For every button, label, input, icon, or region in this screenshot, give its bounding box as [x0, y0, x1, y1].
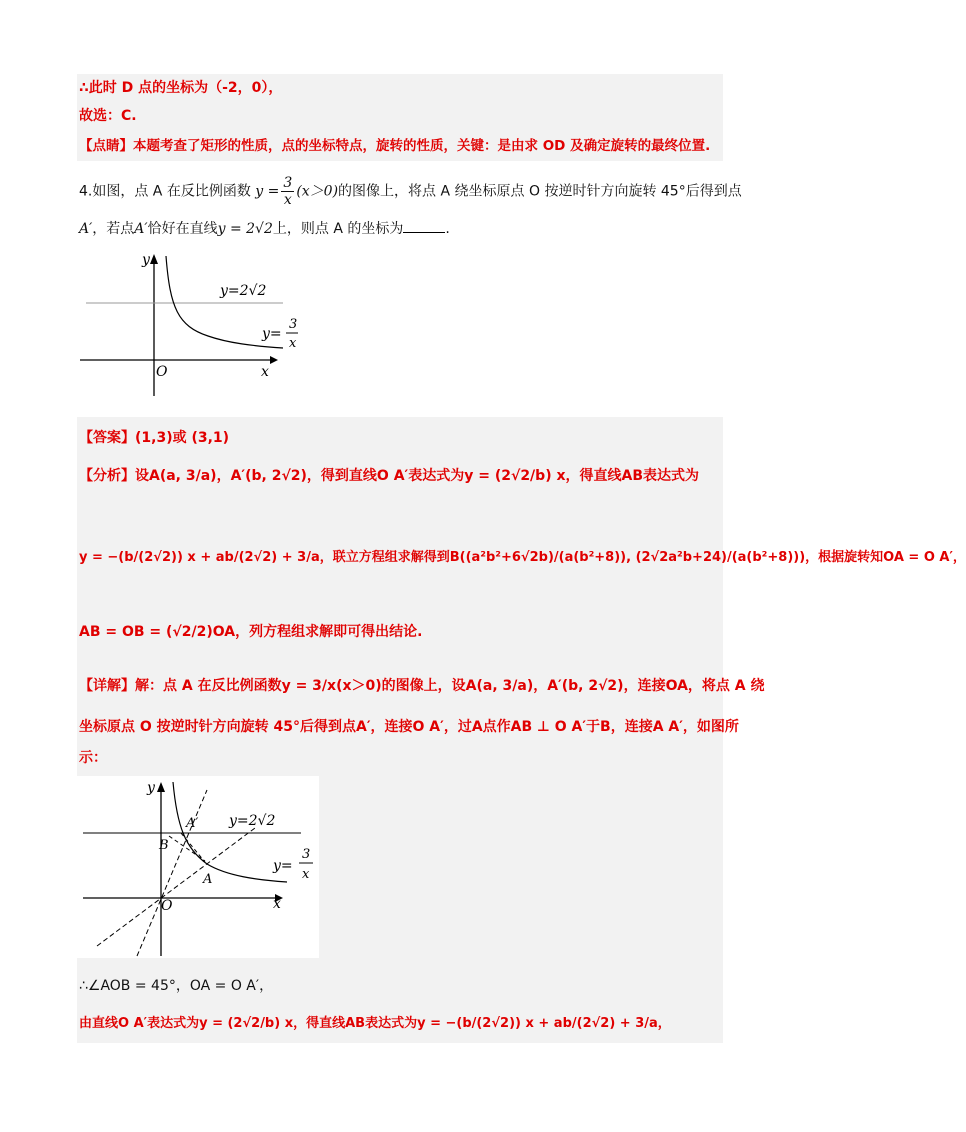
fig2-y-label: y	[147, 780, 155, 796]
fig2-line-oa-prime	[137, 790, 207, 956]
answer-line: 【答案】(1,3)或 (3,1)	[79, 430, 230, 446]
fig2-curve-num: 3	[302, 847, 311, 862]
fig2-curve-label-y: y=	[273, 858, 293, 874]
final-line-1: ∴∠AOB = 45°，OA = O A′，	[79, 978, 274, 994]
question-a-prime-1: A′	[79, 221, 93, 237]
question-line-1	[79, 175, 742, 208]
question-a-prime-2: A′	[134, 221, 148, 237]
conclusion-line: ∴此时 D 点的坐标为（-2，0），	[79, 80, 283, 96]
fig1-x-arrow	[270, 356, 278, 364]
detail-line-2: 坐标原点 O 按逆时针方向旋转 45°后得到点A′，连接O A′，过A点作AB ⊥ O A′于B，连接A A′，如图所	[79, 719, 739, 735]
figure-1	[78, 248, 298, 398]
figure-2	[77, 776, 319, 958]
fig2-point-b: B	[159, 838, 169, 853]
fig2-hyperbola	[173, 782, 287, 882]
analysis-line-3: AB = OB = (√2/2)OA，列方程组求解即可得出结论.	[79, 624, 423, 640]
question-condition: (x＞0)	[296, 183, 339, 200]
comment-line: 【点睛】本题考查了矩形的性质，点的坐标特点，旋转的性质，关键：是由求 OD 及确定旋转的最终位置.	[79, 138, 711, 154]
fig1-y-arrow	[150, 254, 158, 264]
fig2-y-arrow	[157, 782, 165, 792]
question-text-c: ，若点	[92, 221, 135, 237]
final-line-2: 由直线O A′表达式为y = (2√2/b) x，得直线AB表达式为y = −(b/(2√2)) x + ab/(2√2) + 3/a，	[79, 1016, 671, 1031]
question-number: 4.	[79, 183, 93, 200]
question-text-d: 恰好在直线	[147, 221, 218, 237]
answer-blank	[403, 218, 445, 233]
question-fraction: $\frac{3}{x}$	[283, 175, 293, 208]
fig2-line-label: y=2√2	[229, 813, 276, 829]
question-text-b: 的图像上，将点 A 绕坐标原点 O 按逆时针方向旋转 45°后得到点	[338, 183, 742, 200]
fig1-line-label: y=2√2	[220, 283, 267, 299]
fig2-point-a: A	[203, 872, 213, 887]
fig1-y-label: y	[142, 252, 150, 268]
question-line-2	[79, 218, 450, 239]
choice-line: 故选：C.	[79, 108, 137, 124]
fig2-x-label: x	[273, 896, 281, 912]
question-text-e: 上，则点 A 的坐标为	[272, 221, 404, 237]
fig2-line-oa	[97, 828, 255, 946]
fig1-curve-num: 3	[289, 317, 298, 332]
question-text-a: 如图，点 A 在反比例函数	[92, 183, 251, 200]
analysis-line-2: y = −(b/(2√2)) x + ab/(2√2) + 3/a，联立方程组求解得到B((a²b²+6√2b)/(a(b²+8)), (2√2a²b+24)/(a(b²+8)))，根据旋转知OA = O A′，	[79, 550, 966, 565]
detail-line-1: 【详解】解：点 A 在反比例函数y = 3/x(x＞0)的图像上，设A(a, 3/a)，A′(b, 2√2)，连接OA，将点 A 绕	[79, 678, 765, 694]
analysis-line-1: 【分析】设A(a, 3/a)，A′(b, 2√2)，得到直线O A′表达式为y = (2√2/b) x，得直线AB表达式为	[79, 468, 699, 484]
fig1-curve-label-y: y=	[262, 326, 282, 342]
fig2-curve-den: x	[302, 867, 310, 882]
question-line-eq: y = 2√2	[217, 221, 273, 237]
fig1-curve-den: x	[289, 336, 297, 351]
question-period: .	[445, 221, 450, 237]
fig2-point-a-prime: A′	[186, 816, 199, 831]
fig1-origin-label: O	[156, 364, 168, 380]
fig1-x-label: x	[261, 364, 269, 380]
fig2-origin-label: O	[161, 898, 173, 914]
question-func: y =	[255, 183, 280, 200]
detail-line-3: 示：	[79, 750, 107, 766]
